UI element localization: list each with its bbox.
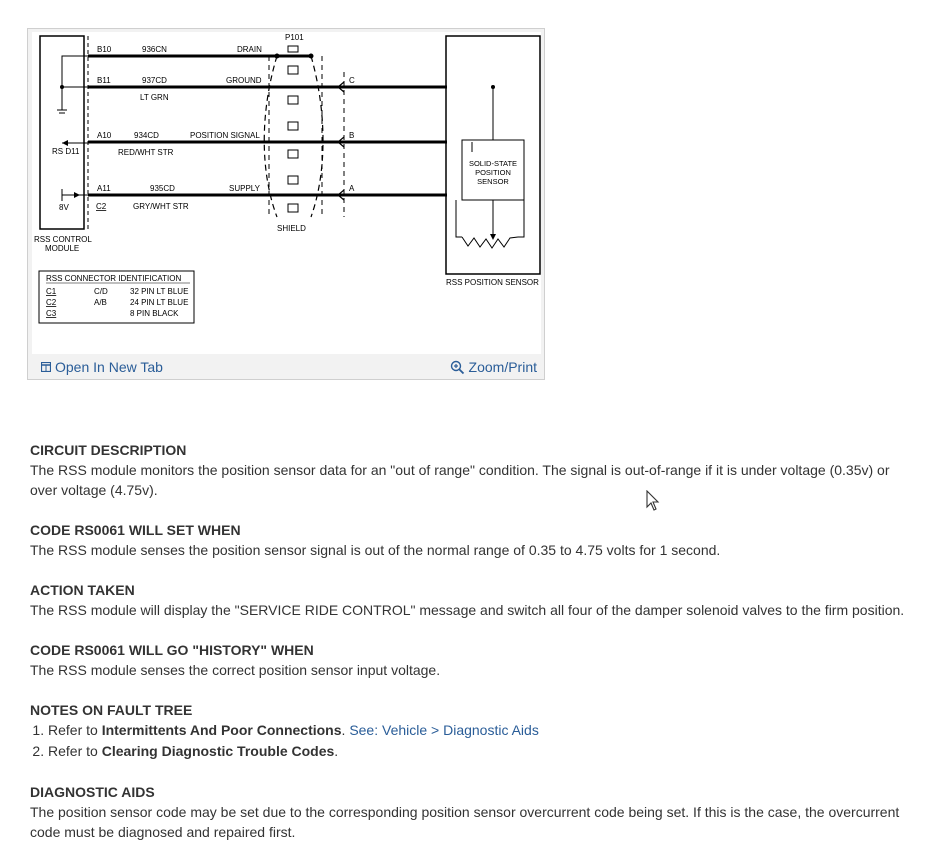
notes-item-1-bold: Intermittents And Poor Connections bbox=[101, 722, 342, 738]
sensor-inner-1: SOLID-STATE bbox=[468, 159, 518, 168]
notes-item-2 bbox=[48, 741, 915, 762]
notes-item-2-bold: Clearing Diagnostic Trouble Codes bbox=[101, 743, 335, 759]
open-new-tab-label: Open In New Tab bbox=[55, 359, 163, 375]
zoom-print-button[interactable] bbox=[450, 359, 537, 375]
circuit-935cd: 935CD bbox=[150, 184, 175, 193]
signal-ground: GROUND bbox=[226, 76, 262, 85]
diagnostic-aids-heading: DIAGNOSTIC AIDS bbox=[30, 784, 155, 800]
pin-a10: A10 bbox=[97, 131, 112, 140]
letter-b: B bbox=[349, 131, 355, 140]
action-taken-body: The RSS module will display the "SERVICE RIDE CONTROL" message and switch all four of the damper solenoid valves to the firm position. bbox=[30, 602, 905, 618]
shield-left bbox=[264, 56, 277, 217]
pin-labels bbox=[96, 45, 355, 211]
circuit-936cn: 936CN bbox=[142, 45, 167, 54]
open-new-tab-button[interactable] bbox=[41, 359, 163, 375]
p101-connector bbox=[288, 46, 298, 212]
action-taken-section bbox=[30, 580, 915, 620]
connector-table-title: RSS CONNECTOR IDENTIFICATION bbox=[46, 274, 182, 283]
history-section bbox=[30, 640, 915, 680]
signal-position: POSITION SIGNAL bbox=[190, 131, 260, 140]
module-label-1: RSS CONTROL bbox=[34, 235, 92, 244]
figure-toolbar bbox=[28, 354, 544, 380]
row-c1-id: C1 bbox=[46, 287, 57, 296]
row-c2-desc: 24 PIN LT BLUE bbox=[130, 298, 189, 307]
wiring-diagram bbox=[32, 32, 541, 354]
zoom-icon bbox=[450, 360, 465, 375]
letter-a: A bbox=[349, 184, 355, 193]
notes-heading: NOTES ON FAULT TREE bbox=[30, 702, 193, 718]
sensor-inner-2: POSITION bbox=[475, 168, 511, 177]
diagnostic-aids-body: The position sensor code may be set due to the corresponding position sensor overcurrent code being set. If this is the case, the overcurrent code must be diagnosed and repaired first. bbox=[30, 804, 900, 840]
wiper-arrow bbox=[490, 234, 496, 240]
junction-dot bbox=[60, 85, 64, 89]
circuit-description-body: The RSS module monitors the position sensor data for an "out of range" condition. The signal is out-of-range if it is under voltage (0.35v) or over voltage (4.75v). bbox=[30, 462, 890, 498]
diagnostic-aids-section bbox=[30, 782, 915, 842]
notes-item-1-prefix: Refer to bbox=[48, 722, 102, 738]
sensor-dot bbox=[491, 85, 495, 89]
set-when-section bbox=[30, 520, 915, 560]
signal-supply: SUPPLY bbox=[229, 184, 260, 193]
notes-item-2-suffix: . bbox=[334, 743, 339, 759]
zoom-print-label: Zoom/Print bbox=[468, 359, 537, 375]
rs-label: RS D11 bbox=[52, 147, 80, 156]
diagnostic-aids-link[interactable]: See: Vehicle > Diagnostic Aids bbox=[349, 722, 539, 738]
shield-label: SHIELD bbox=[277, 224, 306, 233]
circuit-934cd: 934CD bbox=[134, 131, 159, 140]
row-c3-id: C3 bbox=[46, 309, 57, 318]
set-when-heading: CODE RS0061 WILL SET WHEN bbox=[30, 522, 241, 538]
notes-section bbox=[30, 700, 915, 762]
circuit-description-section bbox=[30, 440, 915, 500]
arrow-in bbox=[62, 140, 68, 146]
connector-table-rows bbox=[46, 287, 188, 318]
p101-label: P101 bbox=[285, 33, 304, 42]
row-c2-code: A/B bbox=[94, 298, 107, 307]
row-c2-id: C2 bbox=[46, 298, 57, 307]
history-heading: CODE RS0061 WILL GO "HISTORY" WHEN bbox=[30, 642, 314, 658]
history-body: The RSS module senses the correct position sensor input voltage. bbox=[30, 662, 441, 678]
action-taken-heading: ACTION TAKEN bbox=[30, 582, 135, 598]
color-red-wht: RED/WHT STR bbox=[118, 148, 174, 157]
sensor-inner-3: SENSOR bbox=[477, 177, 509, 186]
notes-list bbox=[30, 720, 915, 762]
pin-b11: B11 bbox=[97, 76, 111, 85]
color-gry-wht: GRY/WHT STR bbox=[133, 202, 189, 211]
sensor-wire-l bbox=[456, 200, 462, 237]
sensor-wire-r bbox=[518, 200, 524, 237]
resistor-symbol bbox=[462, 237, 518, 248]
sensor-label: RSS POSITION SENSOR bbox=[446, 278, 539, 287]
arrow-out bbox=[74, 192, 80, 198]
color-lt-grn: LT GRN bbox=[140, 93, 169, 102]
wiring-diagram-svg bbox=[32, 32, 541, 354]
circuit-description-heading: CIRCUIT DESCRIPTION bbox=[30, 442, 187, 458]
v-label: 8V bbox=[59, 203, 69, 212]
document-content bbox=[30, 440, 915, 862]
pin-b10: B10 bbox=[97, 45, 112, 54]
row-c1-code: C/D bbox=[94, 287, 108, 296]
wiring-diagram-figure bbox=[27, 28, 545, 380]
row-c3-desc: 8 PIN BLACK bbox=[130, 309, 179, 318]
circuit-937cd: 937CD bbox=[142, 76, 167, 85]
open-new-tab-icon bbox=[41, 362, 51, 372]
row-c1-desc: 32 PIN LT BLUE bbox=[130, 287, 189, 296]
signal-drain: DRAIN bbox=[237, 45, 262, 54]
notes-item-1-sep: . bbox=[341, 722, 346, 738]
letter-c: C bbox=[349, 76, 355, 85]
module-label-2: MODULE bbox=[45, 244, 80, 253]
mouse-cursor-icon bbox=[646, 490, 662, 512]
notes-item-1 bbox=[48, 720, 915, 741]
shield-right bbox=[311, 56, 323, 217]
pin-a11: A11 bbox=[97, 184, 111, 193]
c2-label: C2 bbox=[96, 202, 107, 211]
notes-item-2-prefix: Refer to bbox=[48, 743, 102, 759]
set-when-body: The RSS module senses the position sensor signal is out of the normal range of 0.35 to 4.75 volts for 1 second. bbox=[30, 542, 721, 558]
